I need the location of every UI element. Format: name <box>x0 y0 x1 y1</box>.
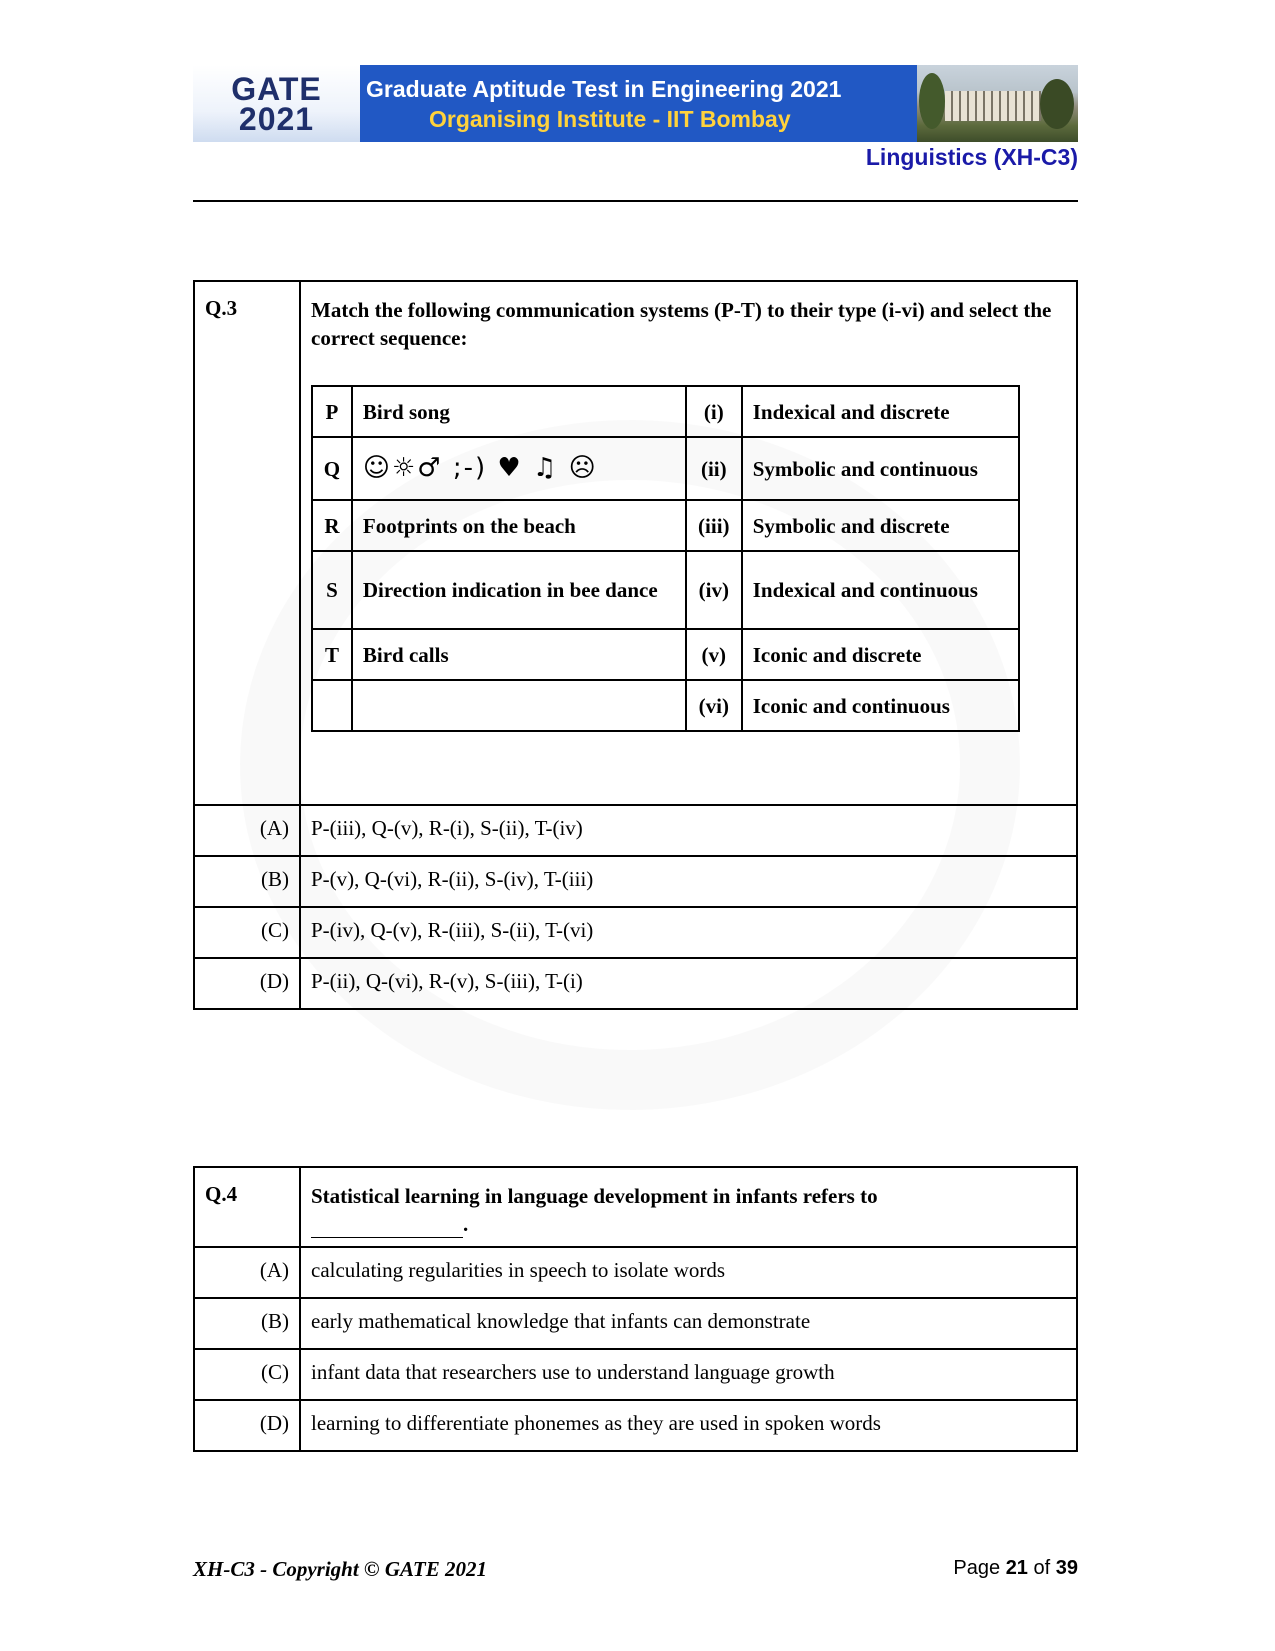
option-text: P-(ii), Q-(vi), R-(v), S-(iii), T-(i) <box>300 958 1077 1009</box>
match-type: Symbolic and discrete <box>742 500 1019 551</box>
option-text: P-(iii), Q-(v), R-(i), S-(ii), T-(iv) <box>300 805 1077 856</box>
match-row <box>312 386 1019 437</box>
question-3-table <box>193 280 1078 1010</box>
match-roman: (v) <box>686 629 742 680</box>
option-text: P-(v), Q-(vi), R-(ii), S-(iv), T-(iii) <box>300 856 1077 907</box>
match-system <box>352 680 686 731</box>
logo-year-text: 2021 <box>238 100 315 137</box>
match-type: Iconic and discrete <box>742 629 1019 680</box>
match-row <box>312 437 1019 500</box>
question-number: Q.3 <box>194 281 300 805</box>
answer-blank <box>311 1210 1066 1238</box>
match-system: Bird song <box>352 386 686 437</box>
match-type: Indexical and continuous <box>742 551 1019 629</box>
footer-page-number <box>953 1557 1078 1580</box>
blank-line <box>311 1218 463 1238</box>
match-roman: (ii) <box>686 437 742 500</box>
match-roman: (iii) <box>686 500 742 551</box>
match-letter: P <box>312 386 352 437</box>
question-stem: Match the following communication systems (P-T) to their type (i-vi) and select the correct sequence: <box>311 298 1052 350</box>
page-prefix: Page <box>953 1557 1001 1579</box>
option-text: calculating regularities in speech to isolate words <box>300 1247 1077 1298</box>
match-roman: (iv) <box>686 551 742 629</box>
question-stem-cell <box>300 281 1077 805</box>
match-row <box>312 680 1019 731</box>
building-graphic <box>945 91 1041 121</box>
option-label: (A) <box>194 805 300 856</box>
match-system: Footprints on the beach <box>352 500 686 551</box>
question-4-table <box>193 1166 1078 1452</box>
gate-logo <box>193 65 360 142</box>
match-system: Direction indication in bee dance <box>352 551 686 629</box>
option-row[interactable] <box>194 958 1077 1009</box>
match-type: Iconic and continuous <box>742 680 1019 731</box>
question-stem-cell <box>300 1167 1077 1247</box>
option-row[interactable] <box>194 1400 1077 1451</box>
option-text: learning to differentiate phonemes as they are used in spoken words <box>300 1400 1077 1451</box>
footer-copyright: XH-C3 - Copyright © GATE 2021 <box>193 1557 487 1581</box>
match-letter: T <box>312 629 352 680</box>
tree-graphic <box>1040 79 1074 129</box>
match-system: Bird calls <box>352 629 686 680</box>
option-row[interactable] <box>194 805 1077 856</box>
option-text: early mathematical knowledge that infants can demonstrate <box>300 1298 1077 1349</box>
banner-subtitle: Organising Institute - IIT Bombay <box>429 105 791 132</box>
match-row <box>312 629 1019 680</box>
option-row[interactable] <box>194 1298 1077 1349</box>
option-text: infant data that researchers use to understand language growth <box>300 1349 1077 1400</box>
option-label: (A) <box>194 1247 300 1298</box>
match-system-symbols <box>352 437 686 500</box>
page-current: 21 <box>1005 1557 1028 1579</box>
match-roman: (i) <box>686 386 742 437</box>
match-letter: Q <box>312 437 352 500</box>
option-row[interactable] <box>194 1349 1077 1400</box>
header-divider <box>193 200 1078 202</box>
option-label: (B) <box>194 856 300 907</box>
option-row[interactable] <box>194 856 1077 907</box>
tree-graphic <box>919 73 945 129</box>
option-label: (C) <box>194 1349 300 1400</box>
option-label: (D) <box>194 1400 300 1451</box>
campus-photo <box>917 65 1078 142</box>
match-letter: S <box>312 551 352 629</box>
option-text: P-(iv), Q-(v), R-(iii), S-(ii), T-(vi) <box>300 907 1077 958</box>
match-letter: R <box>312 500 352 551</box>
subject-title: Linguistics (XH-C3) <box>865 144 1078 170</box>
logo-gate-text: GATE <box>231 70 322 107</box>
stem-end: . <box>463 1212 469 1236</box>
option-row[interactable] <box>194 907 1077 958</box>
question-stem: Statistical learning in language development in infants refers to <box>311 1184 878 1208</box>
header-banner <box>193 65 1078 142</box>
page-total: 39 <box>1055 1557 1078 1579</box>
match-roman: (vi) <box>686 680 742 731</box>
question-number: Q.4 <box>194 1167 300 1247</box>
option-label: (B) <box>194 1298 300 1349</box>
option-row[interactable] <box>194 1247 1077 1298</box>
match-type: Indexical and discrete <box>742 386 1019 437</box>
banner-title: Graduate Aptitude Test in Engineering 2021 <box>366 75 842 102</box>
match-type: Symbolic and continuous <box>742 437 1019 500</box>
match-table <box>311 385 1020 732</box>
match-row <box>312 500 1019 551</box>
option-label: (C) <box>194 907 300 958</box>
match-letter <box>312 680 352 731</box>
page-of: of <box>1033 1557 1051 1579</box>
banner-title-box <box>360 65 917 142</box>
match-row <box>312 551 1019 629</box>
emoticon-symbols: ☺☼♂ ;-) ♥ ♫ ☹ <box>362 453 598 483</box>
option-label: (D) <box>194 958 300 1009</box>
